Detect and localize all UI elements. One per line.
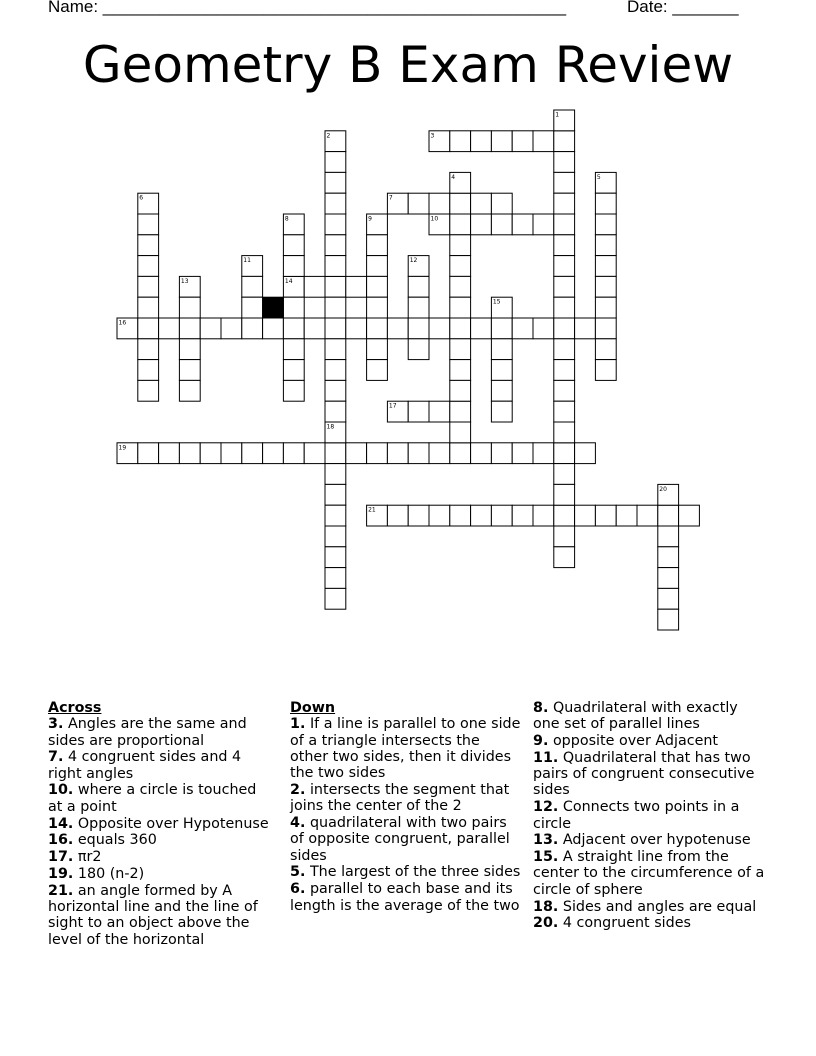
clue-text: Adjacent over hypotenuse — [562, 832, 751, 849]
clue-number: 20. — [533, 915, 559, 932]
grid-cell[interactable] — [554, 526, 575, 547]
grid-cell[interactable] — [491, 131, 512, 152]
grid-cell[interactable] — [138, 297, 159, 318]
clue-item — [533, 750, 765, 799]
grid-cell[interactable] — [575, 505, 596, 526]
grid-cell[interactable] — [325, 401, 346, 422]
clue-number: 11. — [533, 749, 559, 766]
grid-cell[interactable] — [554, 464, 575, 485]
cell-number: 13 — [180, 277, 189, 285]
grid-cell[interactable] — [450, 360, 471, 381]
grid-cell[interactable] — [283, 360, 304, 381]
clue-number: 15. — [533, 849, 559, 866]
clue-text: Connects two points in a circle — [533, 799, 740, 832]
clue-item — [290, 782, 522, 815]
grid-cell[interactable] — [491, 214, 512, 235]
clue-text: 4 congruent sides — [562, 915, 691, 932]
clue-item — [533, 849, 765, 898]
grid-cell[interactable] — [679, 505, 700, 526]
grid-cell[interactable] — [595, 214, 616, 235]
clue-item — [290, 864, 522, 880]
grid-cell[interactable] — [367, 235, 388, 256]
grid-cell[interactable] — [387, 318, 408, 339]
cell-number: 15 — [492, 298, 501, 306]
cell-number: 5 — [596, 173, 601, 181]
grid-cell[interactable] — [346, 276, 367, 297]
grid-cell[interactable] — [325, 443, 346, 464]
cell-number: 18 — [326, 423, 335, 431]
grid-cell[interactable] — [658, 505, 679, 526]
grid-cell[interactable] — [429, 443, 450, 464]
grid-cell[interactable] — [450, 256, 471, 277]
clue-item — [290, 815, 522, 864]
grid-cell[interactable] — [595, 318, 616, 339]
grid-cell[interactable] — [325, 318, 346, 339]
clue-item — [290, 716, 522, 781]
grid-cell[interactable] — [595, 339, 616, 360]
cell-number: 9 — [368, 215, 372, 223]
grid-cell[interactable] — [283, 235, 304, 256]
clue-number: 10. — [48, 782, 74, 799]
grid-cell[interactable] — [575, 318, 596, 339]
clue-text: A straight line from the center to the circumference of a circle of sphere — [533, 849, 765, 898]
cell-number: 2 — [326, 132, 331, 140]
grid-cell[interactable] — [283, 256, 304, 277]
clue-text: The largest of the three sides — [309, 864, 521, 881]
grid-cell[interactable] — [138, 318, 159, 339]
grid-cell[interactable] — [491, 443, 512, 464]
cell-number: 16 — [118, 319, 127, 327]
clue-item — [48, 749, 273, 782]
grid-cell[interactable] — [575, 443, 596, 464]
grid-cell[interactable] — [138, 235, 159, 256]
grid-cell[interactable] — [554, 484, 575, 505]
grid-cell[interactable] — [512, 318, 533, 339]
grid-cell[interactable] — [367, 360, 388, 381]
grid-cell[interactable] — [325, 526, 346, 547]
grid-cell[interactable] — [512, 505, 533, 526]
grid-cell[interactable] — [325, 568, 346, 589]
grid-cell[interactable] — [450, 505, 471, 526]
clues-column-down-2 — [533, 700, 765, 932]
grid-cell[interactable] — [367, 276, 388, 297]
grid-cell[interactable] — [450, 443, 471, 464]
grid-cell[interactable] — [554, 214, 575, 235]
grid-cell[interactable] — [138, 443, 159, 464]
clue-text: where a circle is touched at a point — [48, 782, 257, 815]
clue-number: 1. — [290, 716, 306, 733]
grid-cell[interactable] — [450, 131, 471, 152]
grid-cell[interactable] — [595, 276, 616, 297]
grid-cell[interactable] — [554, 172, 575, 193]
grid-cell[interactable] — [283, 318, 304, 339]
clue-item — [48, 883, 273, 948]
grid-cell[interactable] — [325, 360, 346, 381]
grid-cell[interactable] — [325, 464, 346, 485]
clue-number: 7. — [48, 749, 64, 766]
grid-cell[interactable] — [595, 235, 616, 256]
clue-item — [48, 816, 273, 832]
grid-cell[interactable] — [179, 360, 200, 381]
grid-cell[interactable] — [242, 297, 263, 318]
grid-cell[interactable] — [179, 339, 200, 360]
grid-cell[interactable] — [450, 297, 471, 318]
grid-cell[interactable] — [408, 193, 429, 214]
clue-text: quadrilateral with two pairs of opposite congruent, parallel sides — [290, 815, 510, 864]
down-clue-list-1 — [290, 716, 522, 914]
clue-text: Quadrilateral that has two pairs of congruent consecutive sides — [533, 749, 755, 799]
cell-number: 19 — [118, 444, 127, 452]
grid-cell[interactable] — [221, 443, 242, 464]
grid-cell[interactable] — [242, 276, 263, 297]
grid-cell[interactable] — [471, 443, 492, 464]
grid-cell[interactable] — [595, 297, 616, 318]
cell-number: 6 — [139, 194, 144, 202]
grid-cell[interactable] — [408, 505, 429, 526]
grid-cell[interactable] — [325, 235, 346, 256]
clue-number: 8. — [533, 700, 549, 716]
grid-cell[interactable] — [367, 297, 388, 318]
grid-cell[interactable] — [408, 276, 429, 297]
grid-cell[interactable] — [429, 318, 450, 339]
grid-cell[interactable] — [471, 214, 492, 235]
grid-cell[interactable] — [242, 318, 263, 339]
clue-number: 16. — [48, 832, 74, 849]
grid-cell[interactable] — [159, 318, 180, 339]
grid-cell[interactable] — [242, 443, 263, 464]
clue-number: 21. — [48, 882, 74, 899]
grid-cell[interactable] — [491, 360, 512, 381]
grid-cell[interactable] — [429, 505, 450, 526]
grid-cell[interactable] — [304, 443, 325, 464]
black-cell — [263, 297, 284, 318]
grid-cell[interactable] — [325, 256, 346, 277]
clue-item — [533, 799, 765, 832]
clue-text: intersects the segment that joins the center of the 2 — [290, 781, 510, 815]
grid-cell[interactable] — [533, 131, 554, 152]
grid-cell[interactable] — [387, 443, 408, 464]
grid-cell[interactable] — [471, 318, 492, 339]
clue-text: Quadrilateral with exactly one set of parallel lines — [533, 700, 738, 733]
grid-cell[interactable] — [179, 318, 200, 339]
clue-text: equals 360 — [77, 832, 157, 849]
grid-cell[interactable] — [658, 609, 679, 630]
clue-text: πr2 — [77, 849, 102, 866]
clue-text: 180 (n-2) — [77, 865, 145, 882]
grid-cell[interactable] — [408, 443, 429, 464]
grid-cell[interactable] — [450, 276, 471, 297]
grid-cell[interactable] — [325, 193, 346, 214]
grid-cell[interactable] — [325, 276, 346, 297]
clue-item — [48, 782, 273, 815]
grid-cell[interactable] — [325, 172, 346, 193]
grid-cell[interactable] — [179, 380, 200, 401]
clue-item — [48, 849, 273, 865]
grid-cell[interactable] — [408, 339, 429, 360]
grid-cell[interactable] — [138, 276, 159, 297]
cell-number: 1 — [555, 111, 560, 119]
grid-cell[interactable] — [491, 401, 512, 422]
grid-cell[interactable] — [554, 318, 575, 339]
cell-number: 11 — [243, 257, 251, 265]
grid-cell[interactable] — [138, 339, 159, 360]
grid-cell[interactable] — [491, 505, 512, 526]
grid-cell[interactable] — [159, 443, 180, 464]
clue-item — [290, 881, 522, 914]
grid-cell[interactable] — [283, 297, 304, 318]
down-heading: Down — [290, 700, 336, 716]
clue-number: 14. — [48, 815, 74, 832]
grid-cell[interactable] — [200, 318, 221, 339]
grid-cell[interactable] — [283, 380, 304, 401]
grid-cell[interactable] — [263, 318, 284, 339]
cell-number: 14 — [284, 277, 293, 285]
clue-item — [533, 700, 765, 733]
grid-cell[interactable] — [533, 443, 554, 464]
grid-cell[interactable] — [450, 422, 471, 443]
clues-column-across — [48, 700, 273, 948]
grid-cell[interactable] — [595, 360, 616, 381]
grid-cell[interactable] — [325, 152, 346, 173]
grid-cell[interactable] — [658, 568, 679, 589]
grid-cell[interactable] — [325, 484, 346, 505]
clue-item — [533, 733, 765, 749]
clue-number: 9. — [533, 733, 549, 750]
name-field-label: Name: _________________________________________________ — [48, 0, 567, 16]
grid-cell[interactable] — [533, 505, 554, 526]
grid-cell[interactable] — [346, 443, 367, 464]
clue-number: 6. — [290, 881, 306, 898]
grid-cell[interactable] — [450, 214, 471, 235]
grid-cell[interactable] — [595, 193, 616, 214]
grid-cell[interactable] — [554, 297, 575, 318]
clue-text: Sides and angles are equal — [562, 898, 757, 915]
grid-cell[interactable] — [387, 505, 408, 526]
grid-cell[interactable] — [325, 547, 346, 568]
cell-number: 10 — [430, 215, 439, 223]
grid-cell[interactable] — [491, 318, 512, 339]
clue-text: parallel to each base and its length is the average of the two — [290, 881, 520, 914]
clue-number: 2. — [290, 781, 306, 798]
grid-cell[interactable] — [263, 443, 284, 464]
clue-text: an angle formed by A horizontal line and the line of sight to an object above the level of the horizontal — [48, 882, 258, 948]
grid-cell[interactable] — [450, 235, 471, 256]
cell-number: 7 — [388, 194, 393, 202]
grid-cell[interactable] — [595, 505, 616, 526]
grid-cell[interactable] — [138, 256, 159, 277]
grid-cell[interactable] — [367, 256, 388, 277]
grid-cell[interactable] — [554, 401, 575, 422]
grid-cell[interactable] — [367, 318, 388, 339]
grid-cell[interactable] — [471, 505, 492, 526]
grid-cell[interactable] — [450, 318, 471, 339]
grid-cell[interactable] — [554, 131, 575, 152]
grid-cell[interactable] — [512, 443, 533, 464]
clue-text: Angles are the same and sides are proportional — [48, 716, 247, 749]
clue-number: 18. — [533, 898, 559, 915]
grid-cell[interactable] — [658, 547, 679, 568]
clue-number: 3. — [48, 716, 64, 733]
grid-cell[interactable] — [491, 380, 512, 401]
grid-cell[interactable] — [512, 214, 533, 235]
grid-cell[interactable] — [450, 401, 471, 422]
grid-cell[interactable] — [138, 214, 159, 235]
grid-cell[interactable] — [367, 339, 388, 360]
clue-item — [48, 832, 273, 848]
grid-cell[interactable] — [408, 297, 429, 318]
clue-number: 13. — [533, 832, 559, 849]
grid-cell[interactable] — [450, 193, 471, 214]
grid-cell[interactable] — [429, 401, 450, 422]
grid-cell[interactable] — [533, 318, 554, 339]
grid-cell[interactable] — [554, 235, 575, 256]
clue-text: If a line is parallel to one side of a triangle intersects the other two sides, then it divides the two sides — [290, 716, 521, 782]
grid-cell[interactable] — [325, 297, 346, 318]
grid-cell[interactable] — [595, 256, 616, 277]
grid-cell[interactable] — [138, 360, 159, 381]
clue-text: 4 congruent sides and 4 right angles — [48, 749, 242, 782]
grid-cell[interactable] — [491, 339, 512, 360]
grid-cell[interactable] — [283, 443, 304, 464]
grid-cell[interactable] — [471, 131, 492, 152]
grid-cell[interactable] — [450, 380, 471, 401]
across-heading: Across — [48, 700, 102, 716]
down-clue-list-2 — [533, 700, 765, 932]
page-title: Geometry B Exam Review — [82, 36, 734, 94]
grid-cell[interactable] — [616, 505, 637, 526]
grid-cell[interactable] — [429, 193, 450, 214]
across-clue-list — [48, 716, 273, 948]
grid-cell[interactable] — [554, 380, 575, 401]
clue-number: 4. — [290, 815, 306, 832]
grid-cell[interactable] — [491, 193, 512, 214]
grid-cell[interactable] — [325, 588, 346, 609]
grid-cell[interactable] — [554, 276, 575, 297]
grid-cell[interactable] — [554, 422, 575, 443]
cell-number: 4 — [451, 173, 456, 181]
clue-item — [533, 915, 765, 931]
grid-cell[interactable] — [554, 443, 575, 464]
clue-text: Opposite over Hypotenuse — [77, 815, 269, 832]
grid-cell[interactable] — [658, 588, 679, 609]
grid-cell[interactable] — [179, 297, 200, 318]
grid-cell[interactable] — [325, 505, 346, 526]
grid-cell[interactable] — [179, 443, 200, 464]
grid-cell[interactable] — [554, 505, 575, 526]
grid-cell[interactable] — [554, 256, 575, 277]
grid-cell[interactable] — [408, 401, 429, 422]
grid-cell[interactable] — [283, 339, 304, 360]
cell-number: 8 — [284, 215, 289, 223]
grid-cell[interactable] — [367, 443, 388, 464]
cell-number: 3 — [430, 132, 435, 140]
grid-cell[interactable] — [346, 318, 367, 339]
clue-number: 12. — [533, 799, 559, 816]
grid-cell[interactable] — [325, 380, 346, 401]
grid-cell[interactable] — [554, 339, 575, 360]
cell-number: 20 — [659, 485, 667, 493]
grid-cell[interactable] — [471, 193, 492, 214]
date-field-label: Date: _______ — [627, 0, 739, 16]
clue-number: 17. — [48, 849, 74, 866]
grid-cell[interactable] — [512, 131, 533, 152]
cell-number: 21 — [368, 506, 376, 514]
grid-cell[interactable] — [533, 214, 554, 235]
grid-cell[interactable] — [554, 152, 575, 173]
clue-number: 19. — [48, 865, 74, 882]
grid-cell[interactable] — [637, 505, 658, 526]
grid-cell[interactable] — [450, 339, 471, 360]
cell-number: 17 — [388, 402, 397, 410]
clue-item — [48, 716, 273, 749]
clue-item — [48, 866, 273, 882]
grid-cell[interactable] — [304, 276, 325, 297]
cell-number: 12 — [409, 257, 418, 265]
grid-cell[interactable] — [554, 193, 575, 214]
grid-cell[interactable] — [554, 547, 575, 568]
clues-column-down-1 — [290, 700, 522, 914]
grid-cell[interactable] — [200, 443, 221, 464]
grid-cell[interactable] — [304, 318, 325, 339]
clue-item — [533, 899, 765, 915]
grid-cell[interactable] — [325, 214, 346, 235]
grid-cell[interactable] — [138, 380, 159, 401]
grid-cell[interactable] — [221, 318, 242, 339]
grid-cell[interactable] — [554, 360, 575, 381]
grid-cell[interactable] — [408, 318, 429, 339]
clue-number: 5. — [290, 864, 306, 881]
grid-cell[interactable] — [325, 339, 346, 360]
clue-item — [533, 832, 765, 848]
clue-text: opposite over Adjacent — [552, 733, 719, 750]
grid-cell[interactable] — [658, 526, 679, 547]
